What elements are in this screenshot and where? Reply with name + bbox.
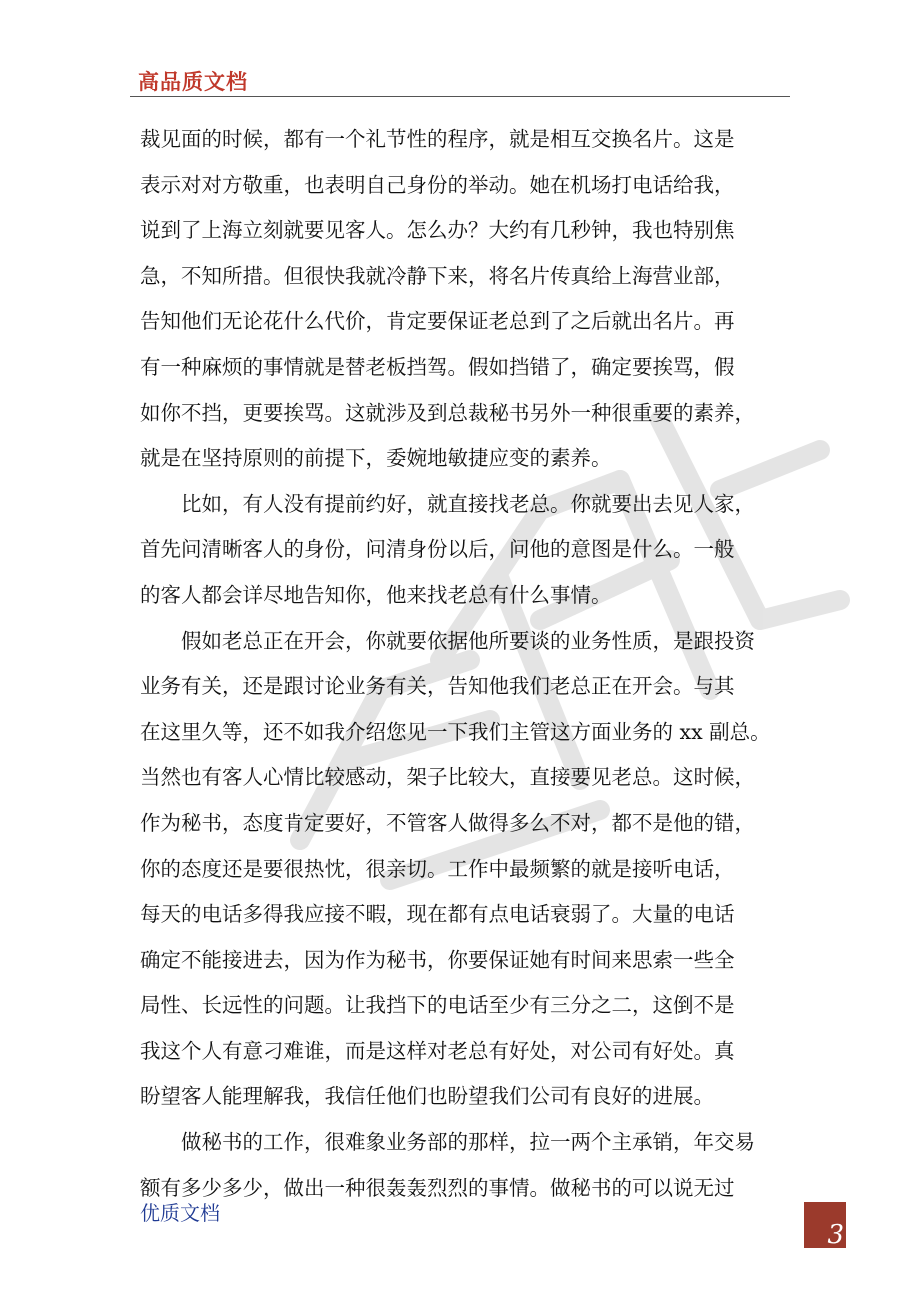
header-title: 高品质文档	[138, 70, 248, 94]
text-line: 当然也有客人心情比较感动，架子比较大，直接要见老总。这时候，	[140, 765, 755, 790]
header-divider	[130, 96, 790, 97]
text-line: 急，不知所措。但很快我就冷静下来，将名片传真给上海营业部，	[140, 263, 735, 288]
text-line: 如你不挡，更要挨骂。这就涉及到总裁秘书另外一种很重要的素养，	[140, 400, 755, 425]
text-line: 每天的电话多得我应接不暇，现在都有点电话衰弱了。大量的电话	[140, 902, 735, 927]
text-line: 作为秘书，态度肯定要好，不管客人做得多么不对，都不是他的错，	[140, 810, 755, 835]
footer-title: 优质文档	[140, 1201, 220, 1225]
text-line: 首先问清晰客人的身份，问清身份以后，问他的意图是什么。一般	[140, 537, 735, 562]
text-line: 有一种麻烦的事情就是替老板挡驾。假如挡错了，确定要挨骂，假	[140, 354, 735, 379]
page-number-badge	[804, 1202, 846, 1248]
text-line: 的客人都会详尽地告知你，他来找老总有什么事情。	[140, 582, 612, 607]
text-line: 确定不能接进去，因为作为秘书，你要保证她有时间来思索一些全	[140, 947, 735, 972]
document-body	[140, 117, 800, 1211]
text-line: 裁见面的时候，都有一个礼节性的程序，就是相互交换名片。这是	[140, 127, 735, 151]
text-line: 说到了上海立刻就要见客人。怎么办？大约有几秒钟，我也特别焦	[140, 218, 735, 243]
text-line: 就是在坚持原则的前提下，委婉地敏捷应变的素养。	[140, 446, 612, 471]
text-line: 告知他们无论花什么代价，肯定要保证老总到了之后就出名片。再	[140, 309, 735, 334]
text-line: 我这个人有意刁难谁，而是这样对老总有好处，对公司有好处。真	[140, 1038, 735, 1063]
text-line: 盼望客人能理解我，我信任他们也盼望我们公司有良好的进展。	[140, 1084, 714, 1109]
text-line: 额有多少多少，做出一种很轰轰烈烈的事情。做秘书的可以说无过	[140, 1175, 735, 1200]
text-line: 比如，有人没有提前约好，就直接找老总。你就要出去见人家，	[140, 491, 755, 516]
text-line: 做秘书的工作，很难象业务部的那样，拉一两个主承销，年交易	[140, 1130, 755, 1155]
text-line: 假如老总正在开会，你就要依据他所要谈的业务性质，是跟投资	[140, 628, 755, 653]
page-number: 3	[827, 1220, 844, 1250]
text-line: 业务有关，还是跟讨论业务有关，告知他我们老总正在开会。与其	[140, 674, 735, 699]
text-line: 表示对对方敬重，也表明自己身份的举动。她在机场打电话给我，	[140, 172, 735, 197]
text-line: 在这里久等，还不如我介绍您见一下我们主管这方面业务的 xx 副总。	[140, 719, 771, 744]
text-line: 局性、长远性的问题。让我挡下的电话至少有三分之二，这倒不是	[140, 993, 735, 1018]
text-line: 你的态度还是要很热忱，很亲切。工作中最频繁的就是接听电话，	[140, 856, 735, 881]
